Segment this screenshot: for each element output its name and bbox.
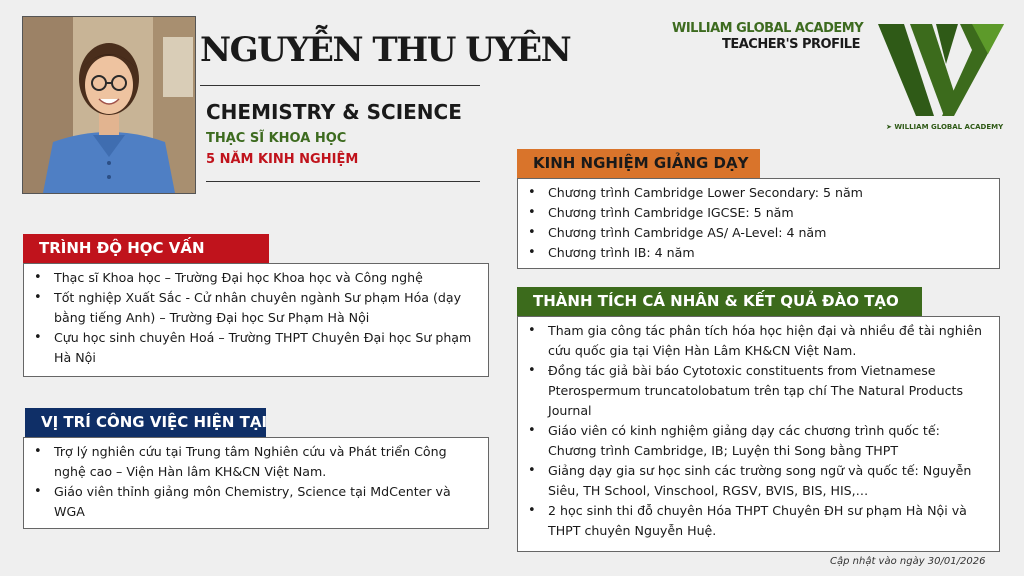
position-header: VỊ TRÍ CÔNG VIỆC HIỆN TẠI [25,408,266,437]
teacher-photo [22,16,196,194]
teacher-subject: CHEMISTRY & SCIENCE [206,100,462,124]
achievements-header: THÀNH TÍCH CÁ NHÂN & KẾT QUẢ ĐÀO TẠO [517,287,922,316]
teacher-name: NGUYỄN THU UYÊN [200,30,571,70]
education-box [23,263,489,377]
position-item: • Giáo viên thỉnh giảng môn Chemistry, Science tại MdCenter và WGA [32,482,480,522]
achievement-item: • Tham gia công tác phân tích hóa học hiện đại và nhiều đề tài nghiên cứu quốc gia tại Viện Hàn Lâm KH&CN Việt Nam. [526,321,991,361]
w-logo-icon [876,20,1006,120]
education-item: • Cựu học sinh chuyên Hoá – Trường THPT Chuyên Đại học Sư phạm Hà Nội [32,328,480,368]
position-item: • Trợ lý nghiên cứu tại Trung tâm Nghiên cứu và Phát triển Công nghệ cao – Viện Hàn lâm KH&CN Việt Nam. [32,442,480,482]
teacher-degree: THẠC SĨ KHOA HỌC [206,131,347,146]
achievement-item: • 2 học sinh thi đỗ chuyên Hóa THPT Chuyên ĐH sư phạm Hà Nội và THPT chuyên Nguyễn Huệ. [526,501,991,541]
updated-date: Cập nhật vào ngày 30/01/2026 [830,556,986,567]
teacher-experience-years: 5 NĂM KINH NGHIỆM [206,152,359,167]
achievement-item: • Giảng dạy gia sư học sinh các trường song ngữ và quốc tế: Nguyễn Siêu, TH School, Vinschool, RGSV, BVIS, BIS, HIS,… [526,461,991,501]
teaching-experience-item: • Chương trình IB: 4 năm [526,243,991,263]
teaching-experience-item: • Chương trình Cambridge AS/ A-Level: 4 năm [526,223,991,243]
academy-name: WILLIAM GLOBAL ACADEMY [672,21,864,36]
education-header: TRÌNH ĐỘ HỌC VẤN [23,234,269,263]
achievement-item: • Giáo viên có kinh nghiệm giảng dạy các chương trình quốc tế: Chương trình Cambridge, IB; Luyện thi Song bằng THPT [526,421,991,461]
teaching-experience-header: KINH NGHIỆM GIẢNG DẠY [517,149,760,178]
teacher-portrait-illustration [23,17,195,193]
achievement-item: • Đồng tác giả bài báo Cytotoxic constituents from Vietnamese Pterospermum truncatolobatum trên tạp chí The Natural Products Journal [526,361,991,421]
teaching-experience-item: • Chương trình Cambridge Lower Secondary: 5 năm [526,183,991,203]
arrow-icon: ➤ [886,123,895,131]
education-item: • Tốt nghiệp Xuất Sắc - Cử nhân chuyên ngành Sư phạm Hóa (dạy bằng tiếng Anh) – Trường Đại học Sư Phạm Hà Nội [32,288,480,328]
teaching-experience-box [517,178,1000,269]
title-divider [206,181,480,182]
teaching-experience-item: • Chương trình Cambridge IGCSE: 5 năm [526,203,991,223]
achievements-box [517,316,1000,552]
page-type-label: TEACHER'S PROFILE [722,37,860,52]
education-item: • Thạc sĩ Khoa học – Trường Đại học Khoa học và Công nghệ [32,268,480,288]
position-box [23,437,489,529]
logo-caption: ➤ WILLIAM GLOBAL ACADEMY [886,123,1004,131]
academy-logo [876,20,1006,120]
name-divider [200,85,480,86]
